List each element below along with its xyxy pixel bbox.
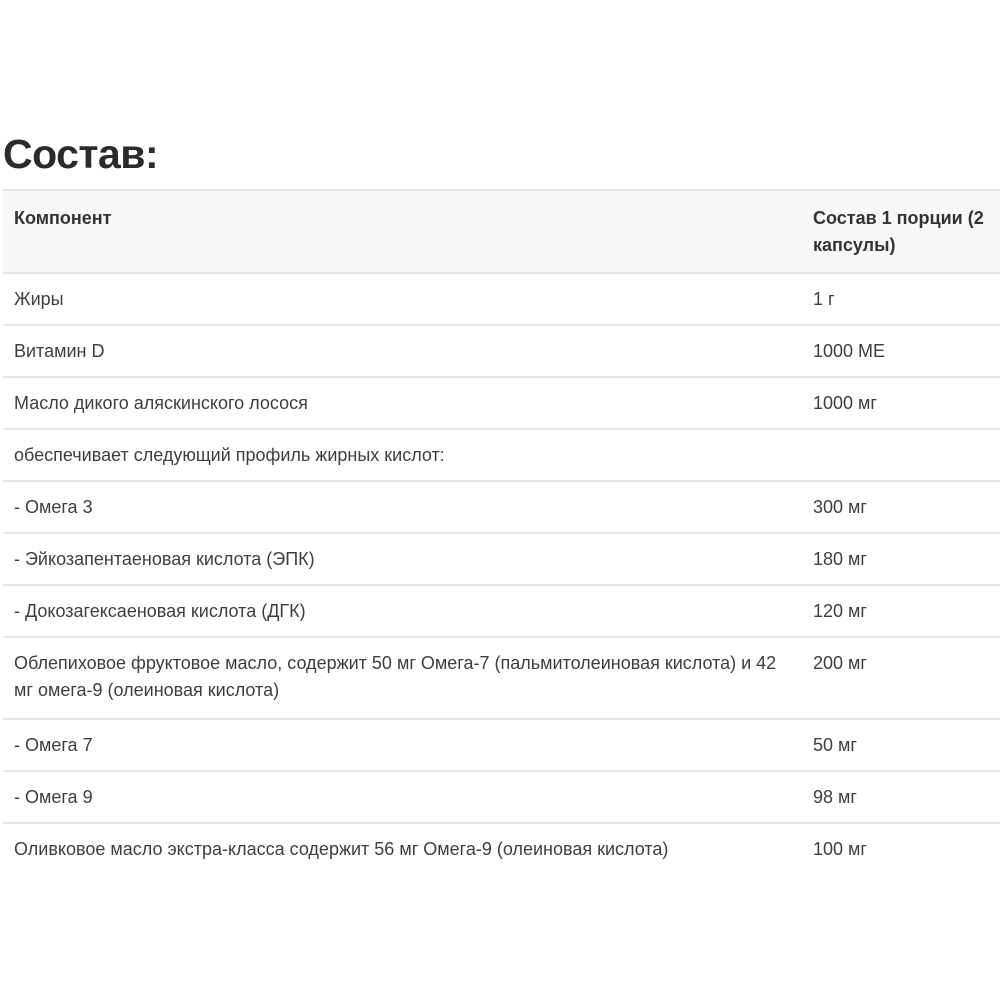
component-cell: Облепиховое фруктовое масло, содержит 50 мг Омега-7 (пальмитолеиновая кислота) и 42 мг омега-9 (олеиновая кислота) [14,653,777,700]
component-cell: - Омега 7 [14,735,93,755]
table-row [3,274,1000,326]
amount-cell: 50 мг [813,735,857,755]
amount-cell: 98 мг [813,787,857,807]
table-row [3,534,1000,586]
table-row [3,378,1000,430]
composition-table [3,189,1000,876]
table-row [3,772,1000,824]
amount-cell: 100 мг [813,839,867,859]
component-cell: - Докозагексаеновая кислота (ДГК) [14,601,306,621]
table-row [3,720,1000,772]
amount-cell: 1000 мг [813,393,877,413]
table-row [3,586,1000,638]
table-row [3,430,1000,482]
column-header-component: Компонент [14,208,112,228]
column-header-serving: Состав 1 порции (2 капсулы) [813,208,984,255]
table-header-row [3,191,1000,274]
component-cell: обеспечивает следующий профиль жирных кислот: [14,445,445,465]
amount-cell: 1000 МЕ [813,341,886,361]
component-cell: Оливковое масло экстра-класса содержит 56 мг Омега-9 (олеиновая кислота) [14,839,669,859]
amount-cell: 200 мг [813,653,867,673]
component-cell: - Омега 3 [14,497,93,517]
amount-cell: 300 мг [813,497,867,517]
component-cell: Масло дикого аляскинского лосося [14,393,308,413]
table-row [3,482,1000,534]
amount-cell: 1 г [813,289,835,309]
page-title: Состав: [3,131,159,177]
amount-cell: 120 мг [813,601,867,621]
component-cell: - Эйкозапентаеновая кислота (ЭПК) [14,549,315,569]
table-row [3,638,1000,720]
amount-cell: 180 мг [813,549,867,569]
component-cell: - Омега 9 [14,787,93,807]
component-cell: Витамин D [14,341,105,361]
component-cell: Жиры [14,289,64,309]
table-row [3,824,1000,876]
amount-cell [800,430,1000,480]
table-row [3,326,1000,378]
